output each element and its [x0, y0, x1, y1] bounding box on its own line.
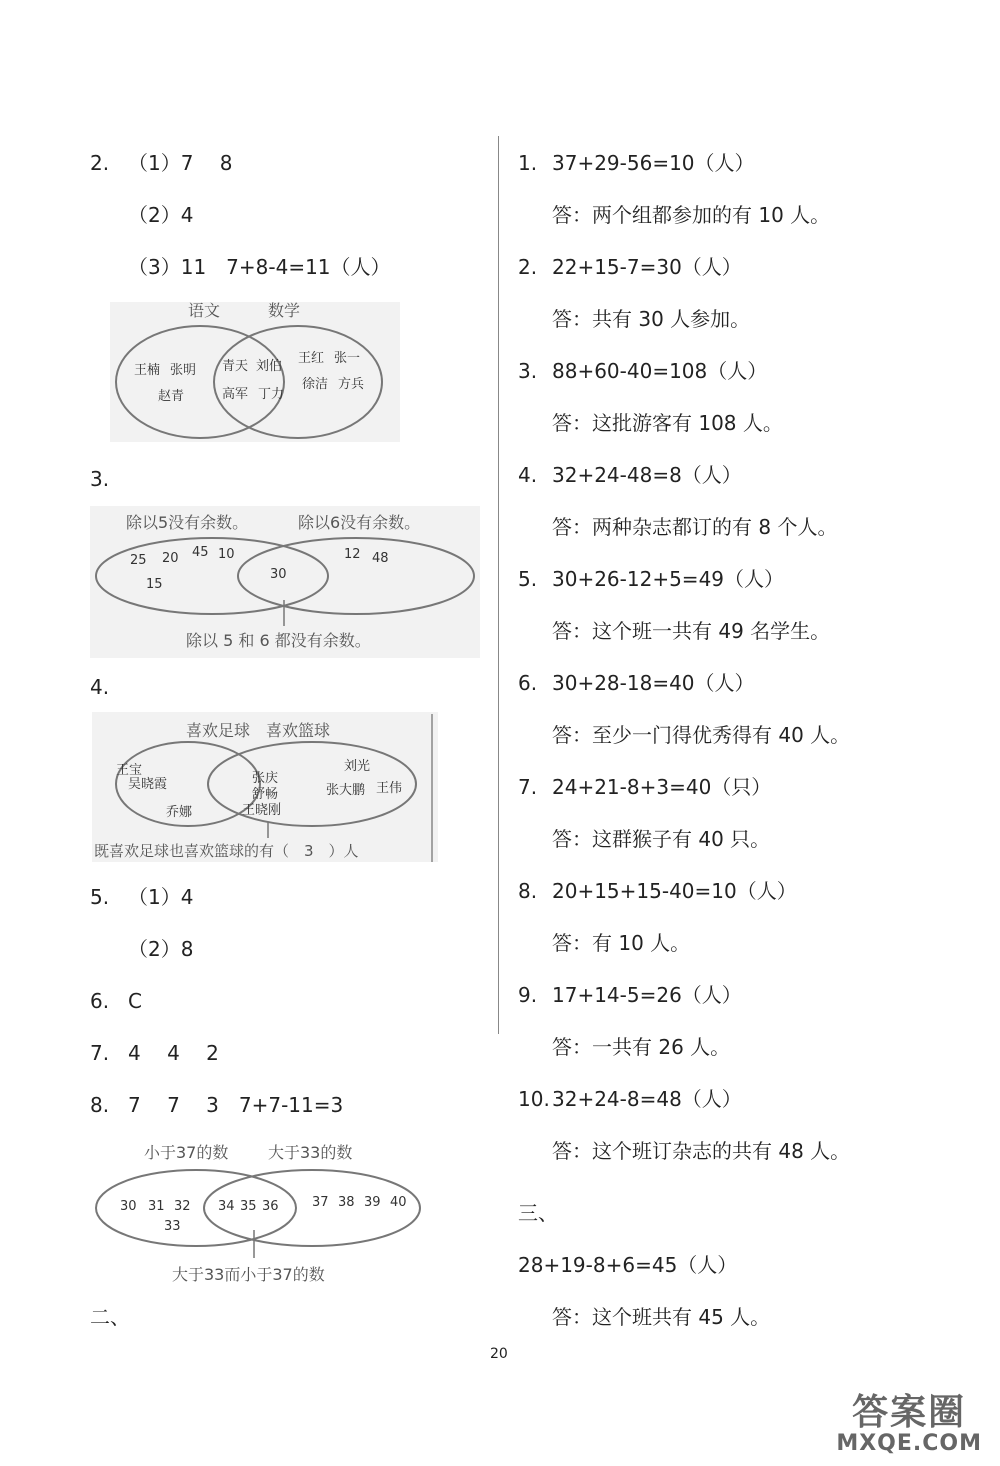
venn4-item: 张大鹏 — [326, 783, 366, 798]
right-item-answer: 答：这群猴子有 40 只。 — [552, 827, 771, 851]
venn-diagram-numbers — [92, 1130, 424, 1290]
venn8-item: 31 — [148, 1199, 165, 1214]
venn2-item: 方兵 — [338, 377, 365, 392]
venn2-item: 刘伯 — [256, 359, 283, 374]
right-item-number: 7. — [518, 775, 538, 799]
venn3-title-right: 除以6没有余数。 — [298, 513, 421, 532]
venn4-bottom-label: 既喜欢足球也喜欢篮球的有（ 3 ）人 — [94, 842, 359, 860]
right-item-number: 8. — [518, 879, 538, 903]
q8-answer: 7 7 3 7+7-11=3 — [128, 1093, 344, 1117]
q5-part2: （2）8 — [128, 937, 194, 961]
right-item-equation: 30+28-18=40（人） — [552, 671, 755, 695]
venn2-item: 丁力 — [258, 387, 285, 402]
venn8-item: 33 — [164, 1219, 181, 1234]
venn2-item: 赵青 — [158, 389, 185, 404]
q7-answer: 4 4 2 — [128, 1041, 219, 1065]
venn2-item: 王红 — [298, 351, 325, 366]
q6-answer: C — [128, 989, 142, 1013]
right-item-equation: 17+14-5=26（人） — [552, 983, 742, 1007]
right-item-answer: 答：这个班一共有 49 名学生。 — [552, 619, 831, 643]
watermark-title: 答案圈 — [852, 1392, 967, 1433]
watermark-logo — [836, 1384, 982, 1456]
venn3-item: 15 — [146, 577, 163, 592]
right-item-number: 3. — [518, 359, 538, 383]
right-item-number: 1. — [518, 151, 538, 175]
venn3-item: 25 — [130, 553, 147, 568]
right-item-equation: 22+15-7=30（人） — [552, 255, 742, 279]
venn4-title: 喜欢足球 喜欢篮球 — [186, 721, 331, 740]
right-item-number: 10. — [518, 1087, 550, 1111]
q2-part3: （3）11 7+8-4=11（人） — [128, 255, 391, 279]
venn4-item: 王伟 — [376, 781, 403, 796]
right-item-answer: 答：这个班订杂志的共有 48 人。 — [552, 1139, 851, 1163]
q2-number: 2. — [90, 151, 110, 175]
right-item-answer: 答：两种杂志都订的有 8 个人。 — [552, 515, 838, 539]
right-item-equation: 30+26-12+5=49（人） — [552, 567, 785, 591]
section-3-answer: 答：这个班共有 45 人。 — [552, 1305, 771, 1329]
q8-number: 8. — [90, 1093, 110, 1117]
venn8-item: 38 — [338, 1195, 355, 1210]
venn-diagram-subjects — [110, 296, 400, 446]
venn2-title-right: 数学 — [268, 301, 301, 320]
right-item-number: 2. — [518, 255, 538, 279]
venn2-item: 张明 — [170, 363, 197, 378]
q5-part1: （1）4 — [128, 885, 194, 909]
right-item-equation: 24+21-8+3=40（只） — [552, 775, 772, 799]
right-item-number: 5. — [518, 567, 538, 591]
venn3-item: 30 — [270, 567, 287, 582]
q6-number: 6. — [90, 989, 110, 1013]
venn8-item: 37 — [312, 1195, 329, 1210]
right-item-number: 6. — [518, 671, 538, 695]
right-item-answer: 答：两个组都参加的有 10 人。 — [552, 203, 831, 227]
section-3-heading: 三、 — [518, 1201, 558, 1225]
q5-number: 5. — [90, 885, 110, 909]
venn8-item: 36 — [262, 1199, 279, 1214]
venn8-bottom-label: 大于33而小于37的数 — [172, 1265, 325, 1284]
venn8-title-left: 小于37的数 — [144, 1143, 229, 1162]
venn4-item: 舒畅 — [252, 787, 279, 802]
right-item-answer: 答：有 10 人。 — [552, 931, 691, 955]
venn4-item: 张庆 — [252, 771, 279, 786]
right-item-answer: 答：一共有 26 人。 — [552, 1035, 731, 1059]
venn2-item: 徐洁 — [302, 377, 329, 392]
venn2-item: 高军 — [222, 387, 249, 402]
section-3-equation: 28+19-8+6=45（人） — [518, 1253, 738, 1277]
venn3-item: 45 — [192, 545, 209, 560]
venn-diagram-sports — [92, 712, 438, 862]
venn8-item: 40 — [390, 1195, 407, 1210]
q2-part1: （1）7 8 — [128, 151, 233, 175]
venn2-item: 青天 — [222, 359, 249, 374]
right-item-answer: 答：这批游客有 108 人。 — [552, 411, 783, 435]
venn3-item: 12 — [344, 547, 361, 562]
venn8-item: 30 — [120, 1199, 137, 1214]
column-divider — [498, 136, 499, 1034]
right-item-number: 4. — [518, 463, 538, 487]
venn3-title-left: 除以5没有余数。 — [126, 513, 249, 532]
venn4-item: 吴晓霞 — [128, 777, 168, 792]
venn3-item: 48 — [372, 551, 389, 566]
venn2-title-left: 语文 — [188, 301, 221, 320]
watermark-url: MXQE.COM — [836, 1431, 982, 1456]
page-number: 20 — [490, 1346, 508, 1362]
venn-diagram-divisible — [90, 506, 480, 658]
venn8-item: 39 — [364, 1195, 381, 1210]
q7-number: 7. — [90, 1041, 110, 1065]
q3-number: 3. — [90, 467, 110, 491]
right-item-equation: 37+29-56=10（人） — [552, 151, 755, 175]
venn4-item: 王宝 — [116, 763, 143, 778]
right-item-equation: 32+24-8=48（人） — [552, 1087, 742, 1111]
venn2-item: 张一 — [334, 351, 361, 366]
venn4-item: 乔娜 — [166, 805, 193, 820]
right-item-answer: 答：至少一门得优秀得有 40 人。 — [552, 723, 851, 747]
venn8-item: 35 — [240, 1199, 257, 1214]
right-item-number: 9. — [518, 983, 538, 1007]
venn4-item: 刘光 — [344, 759, 371, 774]
venn2-item: 王楠 — [134, 363, 161, 378]
venn8-item: 32 — [174, 1199, 191, 1214]
section-2-heading: 二、 — [90, 1305, 130, 1329]
right-item-equation: 20+15+15-40=10（人） — [552, 879, 797, 903]
right-item-equation: 88+60-40=108（人） — [552, 359, 768, 383]
right-item-equation: 32+24-48=8（人） — [552, 463, 742, 487]
right-item-answer: 答：共有 30 人参加。 — [552, 307, 751, 331]
venn8-item: 34 — [218, 1199, 235, 1214]
q4-number: 4. — [90, 675, 110, 699]
venn3-item: 20 — [162, 551, 179, 566]
venn4-item: 王晓刚 — [242, 803, 282, 818]
q2-part2: （2）4 — [128, 203, 194, 227]
venn3-bottom-label: 除以 5 和 6 都没有余数。 — [186, 631, 371, 650]
venn3-item: 10 — [218, 547, 235, 562]
venn8-title-right: 大于33的数 — [268, 1143, 353, 1162]
